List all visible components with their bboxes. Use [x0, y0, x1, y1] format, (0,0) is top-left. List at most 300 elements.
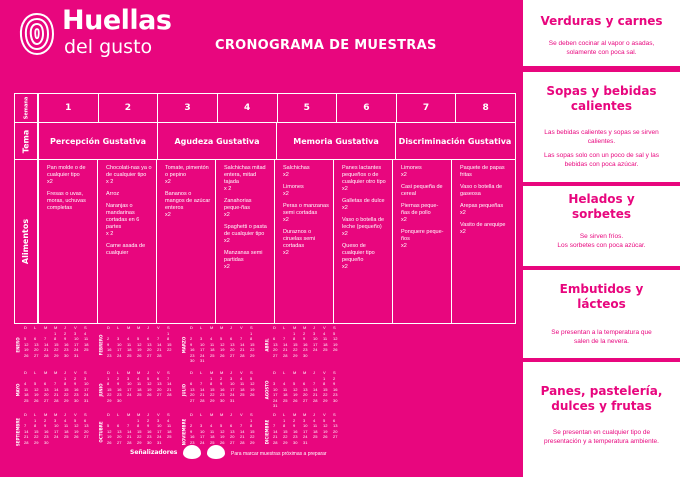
calendar-day[interactable]: 21: [283, 347, 288, 352]
calendar-day[interactable]: 19: [137, 347, 142, 352]
calendar-day[interactable]: 26: [147, 392, 152, 397]
calendar-day[interactable]: 13: [273, 341, 278, 347]
calendar-day[interactable]: 2: [293, 417, 296, 423]
calendar-day[interactable]: 23: [293, 434, 298, 439]
calendar-day[interactable]: 25: [24, 397, 29, 403]
calendar-day[interactable]: 21: [240, 434, 245, 439]
calendar-day[interactable]: 1: [250, 417, 253, 423]
calendar-day[interactable]: 21: [167, 386, 172, 392]
calendar-day[interactable]: 16: [74, 386, 79, 392]
calendar-day[interactable]: 1: [293, 330, 296, 336]
calendar-day[interactable]: 1: [34, 417, 37, 423]
calendar-day[interactable]: 26: [74, 434, 79, 439]
calendar-day[interactable]: 5: [293, 381, 296, 386]
calendar-day[interactable]: 11: [137, 381, 142, 386]
calendar-day[interactable]: 9: [293, 423, 296, 428]
calendar-day[interactable]: 17: [127, 386, 132, 392]
calendar-day[interactable]: 3: [157, 417, 160, 423]
calendar-day[interactable]: 3: [84, 375, 87, 381]
calendar-day[interactable]: 9: [220, 381, 223, 386]
calendar-day[interactable]: 3: [273, 381, 276, 386]
calendar-day[interactable]: 8: [107, 381, 110, 386]
calendar-day[interactable]: 5: [333, 330, 336, 336]
calendar-day[interactable]: 4: [323, 330, 326, 336]
calendar-day[interactable]: 29: [250, 439, 255, 445]
calendar-day[interactable]: 5: [24, 336, 27, 341]
calendar-day[interactable]: 23: [64, 347, 69, 352]
calendar-day[interactable]: 1: [107, 375, 110, 381]
calendar-day[interactable]: 14: [167, 381, 172, 386]
calendar-day[interactable]: 7: [313, 381, 316, 386]
calendar-day[interactable]: 28: [167, 392, 172, 397]
calendar-day[interactable]: 22: [323, 392, 328, 397]
calendar-day[interactable]: 10: [84, 381, 89, 386]
calendar-day[interactable]: 21: [240, 347, 245, 352]
calendar-day[interactable]: 4: [240, 375, 243, 381]
calendar-day[interactable]: 7: [283, 336, 286, 341]
calendar-day[interactable]: 8: [323, 381, 326, 386]
calendar-day[interactable]: 25: [137, 392, 142, 397]
calendar-day[interactable]: 31: [230, 397, 235, 403]
calendar-day[interactable]: 27: [84, 434, 89, 439]
calendar-day[interactable]: 31: [74, 352, 79, 358]
calendar-day[interactable]: 26: [333, 347, 338, 352]
calendar-day[interactable]: 18: [323, 341, 328, 347]
calendar-day[interactable]: 25: [64, 434, 69, 439]
calendar-day[interactable]: 12: [250, 381, 255, 386]
calendar-day[interactable]: 6: [230, 423, 233, 428]
calendar-day[interactable]: 10: [157, 423, 162, 428]
calendar-day[interactable]: 8: [54, 336, 57, 341]
calendar-day[interactable]: 6: [303, 381, 306, 386]
calendar-day[interactable]: 16: [147, 428, 152, 434]
calendar-day[interactable]: 22: [250, 434, 255, 439]
calendar-day[interactable]: 6: [273, 336, 276, 341]
calendar-day[interactable]: 31: [84, 397, 89, 403]
calendar-day[interactable]: 22: [34, 434, 39, 439]
calendar-day[interactable]: 11: [24, 386, 29, 392]
calendar-day[interactable]: 30: [220, 397, 225, 403]
calendar-day[interactable]: 28: [283, 352, 288, 358]
calendar-day[interactable]: 12: [107, 428, 112, 434]
calendar-day[interactable]: 25: [313, 434, 318, 439]
calendar-day[interactable]: 7: [54, 381, 57, 386]
calendar-day[interactable]: 27: [333, 434, 338, 439]
calendar-day[interactable]: 6: [44, 381, 47, 386]
calendar-day[interactable]: 15: [64, 386, 69, 392]
calendar-day[interactable]: 8: [210, 381, 213, 386]
calendar-day[interactable]: 30: [44, 439, 49, 445]
calendar-day[interactable]: 23: [44, 434, 49, 439]
calendar-day[interactable]: 1: [323, 375, 326, 381]
calendar-day[interactable]: 3: [200, 336, 203, 341]
calendar-day[interactable]: 2: [147, 417, 150, 423]
calendar-day[interactable]: 1: [210, 375, 213, 381]
calendar-day[interactable]: 26: [220, 439, 225, 445]
calendar-day[interactable]: 29: [323, 397, 328, 403]
calendar-day[interactable]: 17: [117, 347, 122, 352]
calendar-day[interactable]: 16: [293, 428, 298, 434]
calendar-day[interactable]: 23: [117, 392, 122, 397]
calendar-day[interactable]: 14: [313, 386, 318, 392]
calendar-day[interactable]: 8: [34, 423, 37, 428]
calendar-day[interactable]: 11: [210, 428, 215, 434]
calendar-day[interactable]: 19: [220, 347, 225, 352]
calendar-day[interactable]: 21: [24, 434, 29, 439]
calendar-day[interactable]: 11: [84, 336, 89, 341]
calendar-day[interactable]: 17: [230, 386, 235, 392]
calendar-day[interactable]: 3: [200, 423, 203, 428]
calendar-day[interactable]: 13: [84, 423, 89, 428]
calendar-day[interactable]: 9: [190, 428, 193, 434]
calendar-day[interactable]: 22: [293, 347, 298, 352]
calendar-day[interactable]: 22: [64, 392, 69, 397]
calendar-day[interactable]: 26: [34, 397, 39, 403]
calendar-day[interactable]: 6: [147, 336, 150, 341]
calendar-day[interactable]: 30: [64, 352, 69, 358]
calendar-day[interactable]: 12: [333, 336, 338, 341]
calendar-day[interactable]: 28: [24, 439, 29, 445]
calendar-day[interactable]: 13: [44, 386, 49, 392]
calendar-day[interactable]: 2: [220, 375, 223, 381]
calendar-day[interactable]: 11: [283, 386, 288, 392]
calendar-day[interactable]: 16: [190, 434, 195, 439]
calendar-day[interactable]: 24: [74, 347, 79, 352]
calendar-day[interactable]: 9: [44, 423, 47, 428]
calendar-day[interactable]: 6: [157, 375, 160, 381]
marker-sticker[interactable]: [183, 445, 201, 459]
calendar-day[interactable]: 14: [283, 341, 288, 347]
calendar-day[interactable]: 9: [303, 336, 306, 341]
calendar-day[interactable]: 14: [24, 428, 29, 434]
calendar-day[interactable]: 15: [250, 428, 255, 434]
calendar-day[interactable]: 23: [74, 392, 79, 397]
calendar-day[interactable]: 7: [273, 423, 276, 428]
calendar-day[interactable]: 28: [313, 397, 318, 403]
calendar-day[interactable]: 24: [127, 392, 132, 397]
calendar-day[interactable]: 5: [323, 417, 326, 423]
calendar-day[interactable]: 23: [107, 352, 112, 358]
calendar-day[interactable]: 19: [323, 428, 328, 434]
calendar-day[interactable]: 2: [117, 375, 120, 381]
calendar-day[interactable]: 17: [74, 341, 79, 347]
calendar-day[interactable]: 29: [137, 439, 142, 445]
calendar-day[interactable]: 7: [167, 375, 170, 381]
calendar-day[interactable]: 17: [84, 386, 89, 392]
calendar-day[interactable]: 29: [210, 397, 215, 403]
calendar-day[interactable]: 23: [303, 347, 308, 352]
calendar-day[interactable]: 20: [230, 347, 235, 352]
calendar-day[interactable]: 18: [127, 347, 132, 352]
calendar-day[interactable]: 5: [220, 423, 223, 428]
calendar-day[interactable]: 13: [230, 341, 235, 347]
calendar-day[interactable]: 14: [44, 341, 49, 347]
calendar-day[interactable]: 27: [34, 352, 39, 358]
calendar-day[interactable]: 25: [240, 392, 245, 397]
calendar-day[interactable]: 26: [323, 434, 328, 439]
calendar-day[interactable]: 25: [84, 347, 89, 352]
calendar-day[interactable]: 3: [313, 330, 316, 336]
calendar-day[interactable]: 7: [157, 336, 160, 341]
calendar-day[interactable]: 23: [190, 439, 195, 445]
calendar-day[interactable]: 15: [54, 341, 59, 347]
calendar-day[interactable]: 29: [250, 352, 255, 358]
calendar-day[interactable]: 24: [157, 434, 162, 439]
calendar-day[interactable]: 15: [250, 341, 255, 347]
calendar-day[interactable]: 20: [333, 428, 338, 434]
calendar-day[interactable]: 22: [107, 392, 112, 397]
calendar-day[interactable]: 20: [44, 392, 49, 397]
calendar-day[interactable]: 23: [147, 434, 152, 439]
calendar-day[interactable]: 28: [200, 397, 205, 403]
calendar-day[interactable]: 29: [283, 439, 288, 445]
calendar-day[interactable]: 18: [84, 341, 89, 347]
calendar-day[interactable]: 8: [137, 423, 140, 428]
calendar-day[interactable]: 25: [323, 347, 328, 352]
calendar-day[interactable]: 30: [333, 397, 338, 403]
calendar-day[interactable]: 11: [323, 336, 328, 341]
calendar-day[interactable]: 19: [220, 434, 225, 439]
calendar-day[interactable]: 8: [64, 381, 67, 386]
calendar-day[interactable]: 15: [210, 386, 215, 392]
calendar-day[interactable]: 16: [107, 347, 112, 352]
calendar-day[interactable]: 5: [34, 381, 37, 386]
calendar-day[interactable]: 13: [333, 423, 338, 428]
calendar-day[interactable]: 18: [210, 434, 215, 439]
calendar-day[interactable]: 24: [230, 392, 235, 397]
calendar-day[interactable]: 22: [54, 347, 59, 352]
calendar-day[interactable]: 20: [117, 434, 122, 439]
calendar-day[interactable]: 18: [240, 386, 245, 392]
calendar-day[interactable]: 19: [333, 341, 338, 347]
calendar-day[interactable]: 12: [147, 381, 152, 386]
calendar-day[interactable]: 6: [34, 336, 37, 341]
calendar-day[interactable]: 2: [190, 336, 193, 341]
calendar-day[interactable]: 10: [313, 336, 318, 341]
calendar-day[interactable]: 15: [293, 341, 298, 347]
calendar-day[interactable]: 18: [137, 386, 142, 392]
calendar-day[interactable]: 29: [64, 397, 69, 403]
calendar-day[interactable]: 1: [167, 330, 170, 336]
calendar-day[interactable]: 24: [313, 347, 318, 352]
calendar-day[interactable]: 8: [293, 336, 296, 341]
calendar-day[interactable]: 6: [333, 417, 336, 423]
calendar-day[interactable]: 12: [34, 386, 39, 392]
calendar-day[interactable]: 20: [147, 347, 152, 352]
calendar-day[interactable]: 9: [74, 381, 77, 386]
calendar-day[interactable]: 24: [200, 352, 205, 358]
calendar-day[interactable]: 17: [157, 428, 162, 434]
calendar-day[interactable]: 30: [147, 439, 152, 445]
calendar-day[interactable]: 21: [157, 347, 162, 352]
calendar-day[interactable]: 18: [313, 428, 318, 434]
calendar-day[interactable]: 6: [230, 336, 233, 341]
calendar-day[interactable]: 1: [64, 375, 67, 381]
calendar-day[interactable]: 16: [190, 347, 195, 352]
calendar-day[interactable]: 13: [117, 428, 122, 434]
calendar-day[interactable]: 4: [210, 336, 213, 341]
calendar-day[interactable]: 17: [200, 347, 205, 352]
calendar-day[interactable]: 27: [273, 352, 278, 358]
calendar-day[interactable]: 4: [24, 381, 27, 386]
calendar-day[interactable]: 3: [303, 417, 306, 423]
calendar-day[interactable]: 26: [250, 392, 255, 397]
calendar-day[interactable]: 20: [273, 347, 278, 352]
calendar-day[interactable]: 30: [293, 439, 298, 445]
calendar-day[interactable]: 2: [303, 330, 306, 336]
calendar-day[interactable]: 2: [107, 336, 110, 341]
calendar-day[interactable]: 9: [190, 341, 193, 347]
calendar-day[interactable]: 18: [283, 392, 288, 397]
calendar-day[interactable]: 14: [200, 386, 205, 392]
calendar-day[interactable]: 10: [200, 341, 205, 347]
calendar-day[interactable]: 20: [190, 392, 195, 397]
calendar-day[interactable]: 7: [44, 336, 47, 341]
calendar-day[interactable]: 19: [250, 386, 255, 392]
marker-sticker[interactable]: [207, 445, 225, 459]
calendar-day[interactable]: 12: [74, 423, 79, 428]
calendar-day[interactable]: 15: [34, 428, 39, 434]
calendar-day[interactable]: 4: [313, 417, 316, 423]
calendar-day[interactable]: 28: [273, 439, 278, 445]
calendar-day[interactable]: 17: [313, 341, 318, 347]
calendar-day[interactable]: 19: [74, 428, 79, 434]
calendar-day[interactable]: 12: [24, 341, 29, 347]
calendar-day[interactable]: 31: [200, 358, 205, 363]
calendar-day[interactable]: 9: [117, 381, 120, 386]
calendar-day[interactable]: 30: [74, 397, 79, 403]
calendar-day[interactable]: 1: [137, 417, 140, 423]
calendar-day[interactable]: 8: [283, 423, 286, 428]
calendar-day[interactable]: 28: [157, 352, 162, 358]
calendar-day[interactable]: 10: [303, 423, 308, 428]
calendar-day[interactable]: 29: [54, 352, 59, 358]
calendar-day[interactable]: 2: [190, 423, 193, 428]
calendar-day[interactable]: 17: [54, 428, 59, 434]
calendar-day[interactable]: 4: [64, 417, 67, 423]
calendar-day[interactable]: 13: [303, 386, 308, 392]
calendar-day[interactable]: 16: [220, 386, 225, 392]
calendar-day[interactable]: 27: [303, 397, 308, 403]
calendar-day[interactable]: 10: [117, 341, 122, 347]
calendar-day[interactable]: 26: [220, 352, 225, 358]
calendar-day[interactable]: 29: [293, 352, 298, 358]
calendar-day[interactable]: 2: [74, 375, 77, 381]
calendar-day[interactable]: 23: [333, 392, 338, 397]
calendar-day[interactable]: 23: [220, 392, 225, 397]
calendar-day[interactable]: 27: [230, 439, 235, 445]
calendar-day[interactable]: 25: [210, 352, 215, 358]
calendar-day[interactable]: 21: [313, 392, 318, 397]
calendar-day[interactable]: 18: [24, 392, 29, 397]
calendar-day[interactable]: 5: [147, 375, 150, 381]
calendar-day[interactable]: 14: [240, 341, 245, 347]
calendar-day[interactable]: 8: [250, 423, 253, 428]
calendar-day[interactable]: 14: [273, 428, 278, 434]
calendar-day[interactable]: 17: [200, 434, 205, 439]
calendar-day[interactable]: 28: [54, 397, 59, 403]
calendar-day[interactable]: 30: [303, 352, 308, 358]
calendar-day[interactable]: 29: [34, 439, 39, 445]
calendar-day[interactable]: 7: [127, 423, 130, 428]
calendar-day[interactable]: 7: [200, 381, 203, 386]
calendar-day[interactable]: 2: [333, 375, 336, 381]
calendar-day[interactable]: 8: [250, 336, 253, 341]
calendar-day[interactable]: 3: [54, 417, 57, 423]
calendar-day[interactable]: 9: [147, 423, 150, 428]
calendar-day[interactable]: 3: [230, 375, 233, 381]
calendar-day[interactable]: 18: [64, 428, 69, 434]
calendar-day[interactable]: 26: [107, 439, 112, 445]
calendar-day[interactable]: 22: [283, 434, 288, 439]
calendar-day[interactable]: 19: [107, 434, 112, 439]
calendar-day[interactable]: 24: [117, 352, 122, 358]
calendar-day[interactable]: 14: [54, 386, 59, 392]
calendar-day[interactable]: 4: [167, 417, 170, 423]
calendar-day[interactable]: 11: [240, 381, 245, 386]
calendar-day[interactable]: 16: [64, 341, 69, 347]
calendar-day[interactable]: 22: [250, 347, 255, 352]
calendar-day[interactable]: 13: [157, 381, 162, 386]
calendar-day[interactable]: 16: [44, 428, 49, 434]
calendar-day[interactable]: 5: [137, 336, 140, 341]
calendar-day[interactable]: 22: [210, 392, 215, 397]
calendar-day[interactable]: 20: [84, 428, 89, 434]
calendar-day[interactable]: 21: [44, 347, 49, 352]
calendar-day[interactable]: 26: [137, 352, 142, 358]
calendar-day[interactable]: 12: [293, 386, 298, 392]
calendar-day[interactable]: 27: [44, 397, 49, 403]
calendar-day[interactable]: 13: [190, 386, 195, 392]
calendar-day[interactable]: 31: [157, 439, 162, 445]
calendar-day[interactable]: 4: [127, 336, 130, 341]
calendar-day[interactable]: 27: [190, 397, 195, 403]
calendar-day[interactable]: 8: [167, 336, 170, 341]
calendar-day[interactable]: 25: [127, 352, 132, 358]
calendar-day[interactable]: 21: [273, 434, 278, 439]
calendar-day[interactable]: 19: [293, 392, 298, 397]
calendar-day[interactable]: 4: [283, 381, 286, 386]
calendar-day[interactable]: 4: [210, 423, 213, 428]
calendar-day[interactable]: 12: [323, 423, 328, 428]
calendar-day[interactable]: 14: [127, 428, 132, 434]
calendar-day[interactable]: 10: [74, 336, 79, 341]
calendar-day[interactable]: 18: [210, 347, 215, 352]
calendar-day[interactable]: 5: [74, 417, 77, 423]
calendar-day[interactable]: 1: [283, 417, 286, 423]
calendar-day[interactable]: 24: [84, 392, 89, 397]
calendar-day[interactable]: 24: [54, 434, 59, 439]
calendar-day[interactable]: 15: [107, 386, 112, 392]
calendar-day[interactable]: 27: [117, 439, 122, 445]
calendar-day[interactable]: 15: [167, 341, 172, 347]
calendar-day[interactable]: 20: [34, 347, 39, 352]
calendar-day[interactable]: 3: [127, 375, 130, 381]
calendar-day[interactable]: 28: [127, 439, 132, 445]
calendar-day[interactable]: 25: [283, 397, 288, 403]
calendar-day[interactable]: 5: [250, 375, 253, 381]
calendar-day[interactable]: 17: [273, 392, 278, 397]
calendar-day[interactable]: 13: [34, 341, 39, 347]
calendar-day[interactable]: 31: [273, 403, 278, 408]
calendar-day[interactable]: 2: [64, 330, 67, 336]
calendar-day[interactable]: 22: [137, 434, 142, 439]
calendar-day[interactable]: 21: [200, 392, 205, 397]
calendar-day[interactable]: 28: [44, 352, 49, 358]
calendar-day[interactable]: 4: [84, 330, 87, 336]
calendar-day[interactable]: 3: [117, 336, 120, 341]
calendar-day[interactable]: 15: [283, 428, 288, 434]
